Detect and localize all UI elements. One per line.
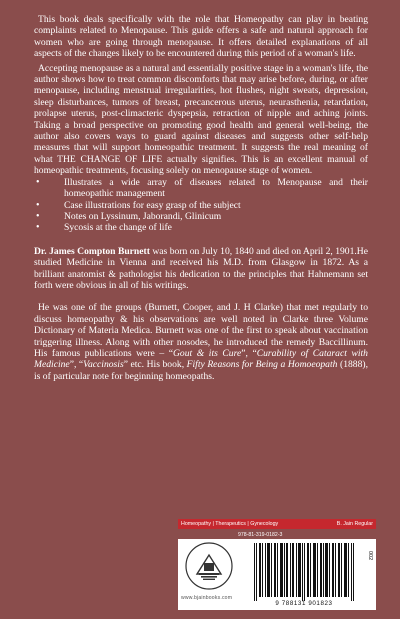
intro-paragraph-1: This book deals specifically with the role that Homeopathy can play in beating complaints related to Menopause. This guide offers a safe and natural approach for women who are going through menopause. It offers detailed explanations of all aspects of the changes likely to be encountered during this period of a woman's life. [34,14,368,60]
book-title-cataract: Curability of Cataract with Medicine [34,347,368,371]
book-title-gout: Gout & its Cure [173,347,242,359]
feature-item: • Notes on Lyssinum, Jaborandi, Glinicum [34,211,368,222]
barcode-panel [178,539,376,610]
author-name: Dr. James Compton Burnett [34,245,150,257]
feature-item: • Sycosis at the change of life [34,222,368,233]
feature-list [34,177,368,234]
back-matter-block [178,519,376,610]
barcode [252,543,356,601]
publisher-website: www.bjainbooks.com [181,595,233,601]
subject-bar [178,519,376,529]
publisher-series: B. Jain Regular [336,521,373,527]
publisher-logo-icon [184,541,234,591]
book-title-vaccinosis: Vaccinosis [83,359,124,371]
description-text [34,14,368,382]
author-bio-paragraph-1: Dr. James Compton Burnett was born on July 10, 1840 and died on April 2, 1901.He studied Medicine in Vienna and received his M.D. from Glasgow in 1872. As a brilliant anatomist & pathologist his dedication to the principles that Hahnemann set forth were obvious in all of his writings. [34,245,368,291]
author-bio-paragraph-2: He was one of the groups (Burnett, Cooper, and J. H Clarke) that met regularly to discuss homeopathy & his observations are well noted in Clarke three Volume Dictionary of Materia Medica. Burnett was one of the first to speak about vaccination triggering illness. Along with other nosodes, he introduced the remedy Baccillinum. His famous publications were – “Gout & its Cure”, “Curability of Cataract with Medicine”, “Vaccinosis” etc. His book, Fifty Reasons for Being a Homoeopath (1888), is of particular note for beginning homeopaths. [34,302,368,382]
feature-item: • Illustrates a wide array of diseases related to Menopause and their homeopathic management [34,177,368,200]
subject-categories: Homeopathy | Therapeutics | Gynecology [181,521,279,527]
intro-paragraph-2: Accepting menopause as a natural and essentially positive stage in a woman's life, the author shows how to treat common discomforts that may arise before, during, or after menopause, including menstrual irregularities, hot flushes, night sweats, depression, sleep disturbances, tumors of breast, precancerous uterus, neurasthenia, retardation, prolapse uterus, post-climacteric dyspepsia, retraction of nipple and aching joints. Taking a broad perspective on promoting good health and general well-being, the author also covers ways to guard against diseases and suggests other self-help measures that will support homeopathic treatment. It suggests the real meaning of what THE CHANGE OF LIFE actually signifies. This is an excellent manual of homeopathic treatments, focusing solely on menopause stage of women. [34,62,368,177]
feature-item: • Case illustrations for easy grasp of the subject [34,200,368,211]
price-code: 002 [367,551,373,561]
book-title-fifty-reasons: Fifty Reasons for Being a Homoeopath [186,359,338,371]
barcode-digits: 9 788131 901823 [275,600,333,607]
isbn-label: 978-81-319-0182-3 [238,532,283,538]
